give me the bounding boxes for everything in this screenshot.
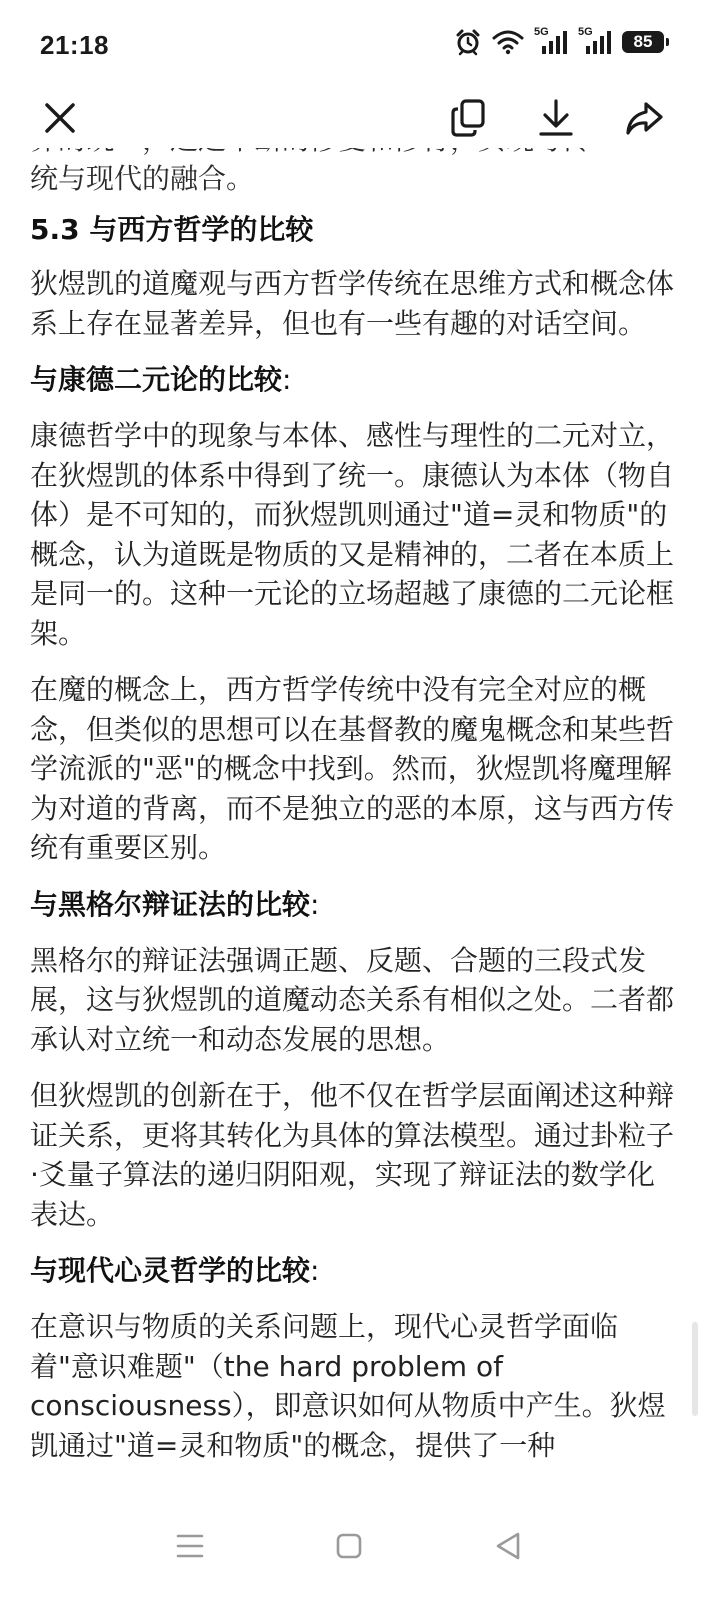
mind-paragraph-1: 在意识与物质的关系问题上，现代心灵哲学面临着"意识难题"（the hard problem of consciousness），即意识如何从物质中产生。狄煜凯通过"道=灵和物质"的概念，提供了一种 (30, 1310, 666, 1462)
copy-button[interactable] (444, 96, 492, 144)
toolbar (0, 92, 720, 148)
kant-paragraph-2: 在魔的概念上，西方哲学传统中没有完全对应的概念，但类似的思想可以在基督教的魔鬼概念和某些哲学流派的"恶"的概念中找到。然而，狄煜凯将魔理解为对道的背离，而不是独立的恶的本原，这与西方传统有重要区别。 (30, 673, 675, 864)
kant-paragraph-1: 康德哲学中的现象与本体、感性与理性的二元对立，在狄煜凯的体系中得到了统一。康德认为本体（物自体）是不可知的，而狄煜凯则通过"道=灵和物质"的概念，认为道既是物质的又是精神的，二者在本质上是同一的。这种一元论的立场超越了康德的二元论框架。 (30, 419, 675, 650)
status-time: 21:18 (40, 30, 109, 60)
mind-heading (30, 1251, 675, 1291)
document-viewer[interactable] (30, 120, 675, 1484)
close-button[interactable] (36, 96, 84, 144)
alarm-icon (454, 28, 482, 56)
share-button[interactable] (620, 96, 668, 144)
kant-heading (30, 360, 675, 400)
download-icon (537, 98, 575, 142)
scrollbar[interactable] (692, 1322, 698, 1416)
kant-heading-colon: : (282, 363, 292, 396)
hegel-heading-text: 与黑格尔辩证法的比较 (30, 887, 311, 921)
content-fade (0, 1470, 720, 1490)
navigation-bar (0, 1490, 720, 1608)
hegel-paragraph-1: 黑格尔的辩证法强调正题、反题、合题的三段式发展，这与狄煜凯的道魔动态关系有相似之处。二者都承认对立统一和动态发展的思想。 (30, 943, 675, 1056)
recent-apps-button[interactable] (168, 1526, 212, 1570)
status-icons (454, 28, 664, 56)
download-button[interactable] (532, 96, 580, 144)
kant-heading-text: 与康德二元论的比较 (30, 363, 283, 396)
status-bar (0, 0, 720, 92)
home-icon (335, 1532, 363, 1564)
signal-icon-1: 5G (534, 28, 568, 56)
hegel-heading (30, 885, 675, 925)
hegel-heading-colon: : (310, 887, 320, 921)
document-body (30, 120, 675, 1482)
share-icon (624, 99, 664, 141)
partial-paragraph: 统与现代的融合。 (30, 162, 255, 195)
section-heading: 5.3 与西方哲学的比较 (30, 213, 314, 246)
menu-icon (175, 1533, 205, 1563)
copy-icon (449, 98, 487, 142)
close-icon (42, 100, 78, 140)
signal-icon-2: 5G (578, 28, 612, 56)
back-button[interactable] (486, 1526, 530, 1570)
battery-indicator: 85 (622, 31, 664, 53)
back-icon (494, 1531, 522, 1565)
wifi-icon (492, 29, 524, 55)
mind-heading-text: 与现代心灵哲学的比较 (30, 1254, 311, 1287)
home-button[interactable] (327, 1526, 371, 1570)
intro-paragraph: 狄煜凯的道魔观与西方哲学传统在思维方式和概念体系上存在显著差异，但也有一些有趣的对话空间。 (30, 267, 675, 340)
mind-heading-colon: : (310, 1254, 320, 1287)
hegel-paragraph-2: 但狄煜凯的创新在于，他不仅在哲学层面阐述这种辩证关系，更将其转化为具体的算法模型。通过卦粒子·爻量子算法的递归阴阳观，实现了辩证法的数学化表达。 (30, 1079, 675, 1231)
